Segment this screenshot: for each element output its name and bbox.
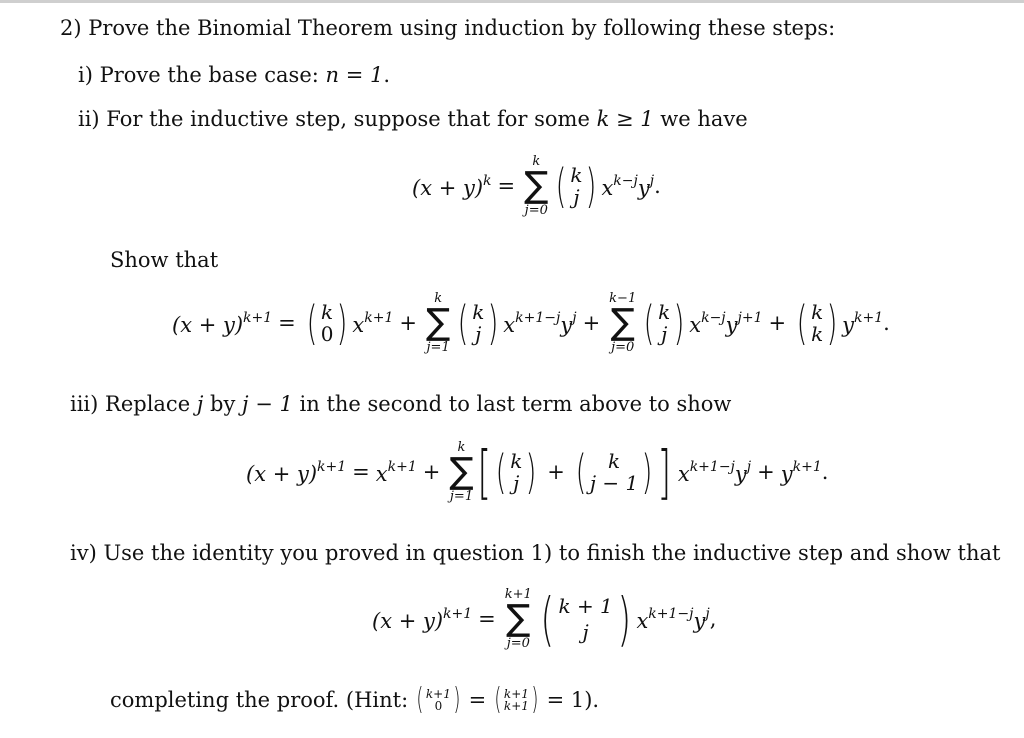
problem-heading: 2) Prove the Binomial Theorem using induction by following these steps: [60, 16, 836, 40]
step-iii-text-a: iii) Replace [70, 392, 191, 416]
show-that-label: Show that [110, 248, 219, 272]
equation-hypothesis: $(x + y)^k$ = k ∑ j=0 ( k j ) $x^{k-j}y^j$ . [412, 154, 661, 218]
step-i: i) Prove the base case: n = 1. [78, 63, 391, 87]
equation-reindexed: $(x + y)^{k+1}$ = $x^{k+1}$ + k ∑ j=1 [ ( k j ) + ( k j − 1 ) ] $x^{k+1-j}y^j$ + $y^{k+1}$ . [246, 438, 829, 506]
step-i-text: i) Prove the base case: [78, 63, 319, 87]
step-iii-j-minus-1: j − 1 [242, 392, 293, 416]
step-ii-text-b: we have [660, 107, 748, 131]
equation-show: $(x + y)^{k+1}$ = ( k 0 ) $x^{k+1}$ + k ∑ j=1 ( k j ) $x^{k+1-j}y^j$ + k−1 ∑ j=0 ( k j ) $x^{k-j}y^{j+1}$ + ( k k ) $y^{k+1}$ . [172, 291, 890, 355]
closing-line: completing the proof. (Hint: ( k+1 0 ) = ( k+1 k+1 ) = 1). [110, 682, 600, 717]
closing-end: = 1). [546, 687, 600, 712]
equation-conclusion: $(x + y)^{k+1}$ = k+1 ∑ j=0 ( k + 1 j ) $x^{k+1-j}y^j$ , [372, 585, 717, 653]
step-ii-math: k ≥ 1 [596, 107, 654, 131]
step-iii-text-b: by [210, 392, 236, 416]
top-border [0, 0, 1024, 3]
step-ii [78, 107, 748, 131]
step-iii-j: j [196, 392, 204, 416]
step-iii-text-c: in the second to last term above to show [299, 392, 732, 416]
step-iv: iv) Use the identity you proved in question 1) to finish the inductive step and show that [70, 541, 1001, 565]
step-ii-text-a: ii) For the inductive step, suppose that for some [78, 107, 590, 131]
step-iii [70, 392, 731, 416]
closing-text: completing the proof. (Hint: [110, 687, 409, 712]
step-i-math: n = 1 [325, 63, 384, 87]
